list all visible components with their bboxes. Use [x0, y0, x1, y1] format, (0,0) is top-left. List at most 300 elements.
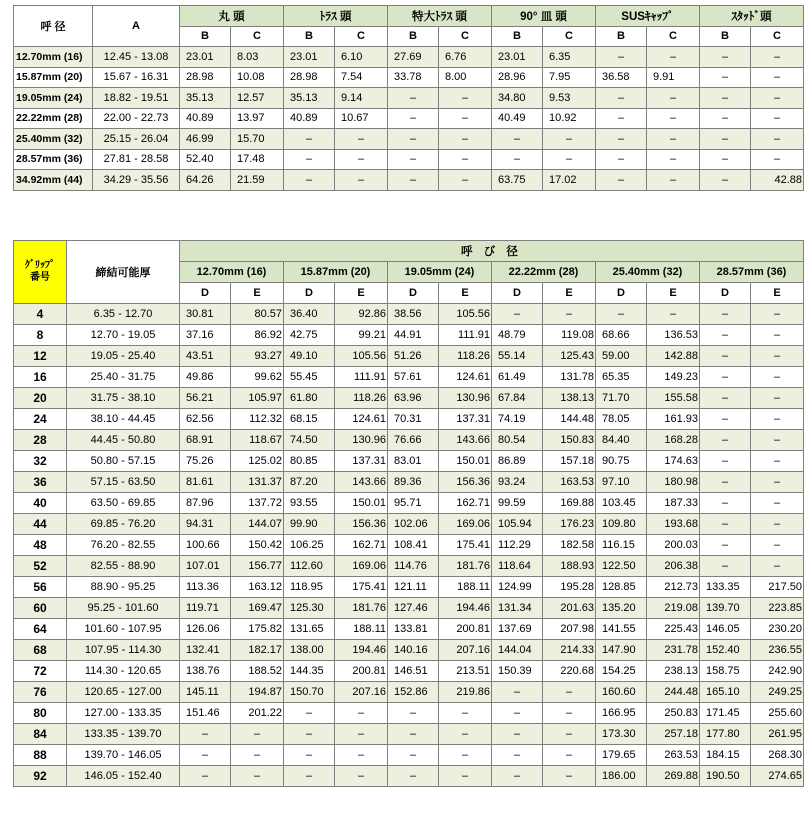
- value-cell: 49.10: [284, 346, 335, 367]
- value-cell: 150.42: [231, 535, 284, 556]
- e-column-header: E: [543, 283, 596, 304]
- value-cell: 125.43: [543, 346, 596, 367]
- value-cell: 132.41: [180, 640, 231, 661]
- b-column-header: B: [180, 26, 231, 47]
- value-cell: 200.81: [335, 661, 388, 682]
- value-cell: 99.59: [492, 493, 543, 514]
- empty-value-cell: –: [439, 766, 492, 787]
- empty-value-cell: –: [647, 88, 700, 109]
- size-column-header: 28.57mm (36): [700, 262, 804, 283]
- value-cell: 131.34: [492, 598, 543, 619]
- empty-value-cell: –: [647, 108, 700, 129]
- c-column-header: C: [231, 26, 284, 47]
- table-row: [14, 556, 804, 577]
- table-row: [14, 745, 804, 766]
- value-cell: 116.15: [596, 535, 647, 556]
- value-cell: 142.88: [647, 346, 700, 367]
- empty-value-cell: –: [335, 766, 388, 787]
- value-cell: 21.59: [231, 170, 284, 191]
- value-cell: 106.25: [284, 535, 335, 556]
- grip-range-table: [13, 240, 804, 787]
- e-column-header: E: [231, 283, 284, 304]
- empty-value-cell: –: [700, 47, 751, 68]
- grip-number-cell: 76: [14, 682, 67, 703]
- value-cell: 97.10: [596, 472, 647, 493]
- head-dimension-table: [13, 5, 804, 191]
- value-cell: 162.71: [439, 493, 492, 514]
- empty-value-cell: –: [751, 409, 804, 430]
- table-row: [14, 325, 804, 346]
- value-cell: 81.61: [180, 472, 231, 493]
- value-cell: 261.95: [751, 724, 804, 745]
- empty-value-cell: –: [439, 703, 492, 724]
- value-cell: 181.76: [439, 556, 492, 577]
- value-cell: 137.31: [439, 409, 492, 430]
- value-cell: 223.85: [751, 598, 804, 619]
- size-column-header: 15.87mm (20): [284, 262, 388, 283]
- value-cell: 152.86: [388, 682, 439, 703]
- empty-value-cell: –: [700, 67, 751, 88]
- empty-value-cell: –: [543, 304, 596, 325]
- empty-value-cell: –: [700, 451, 751, 472]
- value-cell: 156.36: [439, 472, 492, 493]
- value-cell: 174.63: [647, 451, 700, 472]
- value-cell: 207.98: [543, 619, 596, 640]
- value-cell: 176.23: [543, 514, 596, 535]
- value-cell: 143.66: [439, 430, 492, 451]
- value-cell: 43.51: [180, 346, 231, 367]
- empty-value-cell: –: [284, 149, 335, 170]
- head-dimension-rows: [14, 47, 804, 191]
- value-cell: 137.72: [231, 493, 284, 514]
- table-row: [14, 367, 804, 388]
- value-cell: 130.96: [439, 388, 492, 409]
- grip-number-cell: 4: [14, 304, 67, 325]
- value-cell: 74.19: [492, 409, 543, 430]
- value-cell: 124.99: [492, 577, 543, 598]
- d-column-header: D: [284, 283, 335, 304]
- value-cell: 55.14: [492, 346, 543, 367]
- nominal-size-cell: 22.22mm (28): [14, 108, 93, 129]
- value-cell: 263.53: [647, 745, 700, 766]
- value-cell: 89.36: [388, 472, 439, 493]
- value-cell: 126.06: [180, 619, 231, 640]
- d-column-header: D: [492, 283, 543, 304]
- thickness-range-cell: 31.75 - 38.10: [67, 388, 180, 409]
- grip-number-cell: 40: [14, 493, 67, 514]
- empty-value-cell: –: [543, 149, 596, 170]
- value-cell: 143.66: [335, 472, 388, 493]
- value-cell: 10.08: [231, 67, 284, 88]
- value-cell: 138.13: [543, 388, 596, 409]
- value-cell: 193.68: [647, 514, 700, 535]
- thickness-range-cell: 38.10 - 44.45: [67, 409, 180, 430]
- empty-value-cell: –: [492, 682, 543, 703]
- table-row: [14, 430, 804, 451]
- value-cell: 121.11: [388, 577, 439, 598]
- value-cell: 177.80: [700, 724, 751, 745]
- table-row: [14, 535, 804, 556]
- empty-value-cell: –: [492, 745, 543, 766]
- value-cell: 201.63: [543, 598, 596, 619]
- empty-value-cell: –: [388, 766, 439, 787]
- thickness-range-cell: 139.70 - 146.05: [67, 745, 180, 766]
- value-cell: 99.62: [231, 367, 284, 388]
- c-column-header: C: [439, 26, 492, 47]
- value-cell: 125.30: [284, 598, 335, 619]
- value-cell: 63.96: [388, 388, 439, 409]
- value-cell: 8.00: [439, 67, 492, 88]
- empty-value-cell: –: [284, 745, 335, 766]
- value-cell: 230.20: [751, 619, 804, 640]
- value-cell: 84.40: [596, 430, 647, 451]
- empty-value-cell: –: [751, 556, 804, 577]
- grip-thickness-header: 締結可能厚: [67, 241, 180, 304]
- value-cell: 187.33: [647, 493, 700, 514]
- value-cell: 7.95: [543, 67, 596, 88]
- empty-value-cell: –: [700, 556, 751, 577]
- grip-range-rows: [14, 304, 804, 787]
- value-cell: 255.60: [751, 703, 804, 724]
- value-cell: 57.61: [388, 367, 439, 388]
- value-cell: 119.08: [543, 325, 596, 346]
- truss-head-header: ﾄﾗｽ 頭: [284, 6, 388, 27]
- empty-value-cell: –: [700, 367, 751, 388]
- a-range-cell: 12.45 - 13.08: [93, 47, 180, 68]
- stud-head-header: ｽﾀｯﾄﾞ頭: [700, 6, 804, 27]
- c-column-header: C: [751, 26, 804, 47]
- empty-value-cell: –: [543, 129, 596, 150]
- value-cell: 151.46: [180, 703, 231, 724]
- table-row: [14, 724, 804, 745]
- grip-number-cell: 80: [14, 703, 67, 724]
- value-cell: 182.58: [543, 535, 596, 556]
- value-cell: 75.26: [180, 451, 231, 472]
- value-cell: 107.01: [180, 556, 231, 577]
- empty-value-cell: –: [543, 745, 596, 766]
- value-cell: 150.83: [543, 430, 596, 451]
- empty-value-cell: –: [439, 149, 492, 170]
- empty-value-cell: –: [388, 88, 439, 109]
- size-column-header: 25.40mm (32): [596, 262, 700, 283]
- value-cell: 249.25: [751, 682, 804, 703]
- value-cell: 23.01: [180, 47, 231, 68]
- empty-value-cell: –: [439, 108, 492, 129]
- empty-value-cell: –: [751, 67, 804, 88]
- value-cell: 150.01: [439, 451, 492, 472]
- thickness-range-cell: 101.60 - 107.95: [67, 619, 180, 640]
- value-cell: 102.06: [388, 514, 439, 535]
- value-cell: 207.16: [439, 640, 492, 661]
- thickness-range-cell: 133.35 - 139.70: [67, 724, 180, 745]
- value-cell: 8.03: [231, 47, 284, 68]
- value-cell: 137.31: [335, 451, 388, 472]
- value-cell: 188.11: [335, 619, 388, 640]
- empty-value-cell: –: [700, 325, 751, 346]
- value-cell: 71.70: [596, 388, 647, 409]
- table-row: [14, 129, 804, 150]
- thickness-range-cell: 88.90 - 95.25: [67, 577, 180, 598]
- value-cell: 231.78: [647, 640, 700, 661]
- table-row: [14, 640, 804, 661]
- empty-value-cell: –: [751, 129, 804, 150]
- value-cell: 163.53: [543, 472, 596, 493]
- empty-value-cell: –: [596, 108, 647, 129]
- value-cell: 133.81: [388, 619, 439, 640]
- value-cell: 188.52: [231, 661, 284, 682]
- table-row: [14, 451, 804, 472]
- value-cell: 86.92: [231, 325, 284, 346]
- value-cell: 188.11: [439, 577, 492, 598]
- empty-value-cell: –: [596, 88, 647, 109]
- empty-value-cell: –: [492, 304, 543, 325]
- empty-value-cell: –: [751, 514, 804, 535]
- table-row: [14, 149, 804, 170]
- thickness-range-cell: 63.50 - 69.85: [67, 493, 180, 514]
- thickness-range-cell: 76.20 - 82.55: [67, 535, 180, 556]
- value-cell: 112.29: [492, 535, 543, 556]
- empty-value-cell: –: [180, 766, 231, 787]
- value-cell: 186.00: [596, 766, 647, 787]
- empty-value-cell: –: [284, 703, 335, 724]
- empty-value-cell: –: [596, 149, 647, 170]
- value-cell: 95.71: [388, 493, 439, 514]
- a-range-cell: 15.67 - 16.31: [93, 67, 180, 88]
- value-cell: 44.91: [388, 325, 439, 346]
- value-cell: 181.76: [335, 598, 388, 619]
- value-cell: 10.67: [335, 108, 388, 129]
- empty-value-cell: –: [231, 745, 284, 766]
- empty-value-cell: –: [751, 304, 804, 325]
- empty-value-cell: –: [492, 129, 543, 150]
- value-cell: 175.82: [231, 619, 284, 640]
- value-cell: 213.51: [439, 661, 492, 682]
- empty-value-cell: –: [335, 149, 388, 170]
- value-cell: 78.05: [596, 409, 647, 430]
- value-cell: 64.26: [180, 170, 231, 191]
- table-row: [14, 67, 804, 88]
- table-row: [14, 388, 804, 409]
- value-cell: 63.75: [492, 170, 543, 191]
- c-column-header: C: [335, 26, 388, 47]
- value-cell: 9.91: [647, 67, 700, 88]
- value-cell: 190.50: [700, 766, 751, 787]
- value-cell: 111.91: [335, 367, 388, 388]
- empty-value-cell: –: [231, 766, 284, 787]
- empty-value-cell: –: [700, 472, 751, 493]
- value-cell: 62.56: [180, 409, 231, 430]
- empty-value-cell: –: [700, 430, 751, 451]
- value-cell: 124.61: [439, 367, 492, 388]
- empty-value-cell: –: [751, 388, 804, 409]
- value-cell: 133.35: [700, 577, 751, 598]
- empty-value-cell: –: [180, 724, 231, 745]
- value-cell: 160.60: [596, 682, 647, 703]
- empty-value-cell: –: [700, 149, 751, 170]
- value-cell: 158.75: [700, 661, 751, 682]
- empty-value-cell: –: [543, 766, 596, 787]
- value-cell: 23.01: [492, 47, 543, 68]
- empty-value-cell: –: [700, 388, 751, 409]
- value-cell: 111.91: [439, 325, 492, 346]
- value-cell: 99.21: [335, 325, 388, 346]
- value-cell: 118.95: [284, 577, 335, 598]
- empty-value-cell: –: [543, 682, 596, 703]
- value-cell: 146.05: [700, 619, 751, 640]
- empty-value-cell: –: [751, 472, 804, 493]
- value-cell: 156.36: [335, 514, 388, 535]
- value-cell: 30.81: [180, 304, 231, 325]
- empty-value-cell: –: [388, 108, 439, 129]
- value-cell: 166.95: [596, 703, 647, 724]
- value-cell: 274.65: [751, 766, 804, 787]
- grip-number-cell: 16: [14, 367, 67, 388]
- value-cell: 180.98: [647, 472, 700, 493]
- value-cell: 139.70: [700, 598, 751, 619]
- value-cell: 86.89: [492, 451, 543, 472]
- value-cell: 118.26: [335, 388, 388, 409]
- value-cell: 42.75: [284, 325, 335, 346]
- value-cell: 27.69: [388, 47, 439, 68]
- value-cell: 154.25: [596, 661, 647, 682]
- value-cell: 200.03: [647, 535, 700, 556]
- empty-value-cell: –: [439, 724, 492, 745]
- value-cell: 23.01: [284, 47, 335, 68]
- e-column-header: E: [751, 283, 804, 304]
- empty-value-cell: –: [700, 129, 751, 150]
- value-cell: 6.35: [543, 47, 596, 68]
- value-cell: 35.13: [180, 88, 231, 109]
- value-cell: 146.51: [388, 661, 439, 682]
- sus-cap-header: SUSｷｬｯﾌﾟ: [596, 6, 700, 27]
- empty-value-cell: –: [335, 170, 388, 191]
- c-column-header: C: [647, 26, 700, 47]
- empty-value-cell: –: [492, 149, 543, 170]
- value-cell: 112.60: [284, 556, 335, 577]
- value-cell: 12.57: [231, 88, 284, 109]
- empty-value-cell: –: [751, 108, 804, 129]
- value-cell: 9.14: [335, 88, 388, 109]
- value-cell: 220.68: [543, 661, 596, 682]
- value-cell: 113.36: [180, 577, 231, 598]
- value-cell: 140.16: [388, 640, 439, 661]
- size-column-header: 19.05mm (24): [388, 262, 492, 283]
- empty-value-cell: –: [284, 129, 335, 150]
- e-column-header: E: [335, 283, 388, 304]
- e-column-header: E: [439, 283, 492, 304]
- empty-value-cell: –: [596, 170, 647, 191]
- grip-number-cell: 8: [14, 325, 67, 346]
- empty-value-cell: –: [751, 346, 804, 367]
- value-cell: 118.26: [439, 346, 492, 367]
- empty-value-cell: –: [700, 108, 751, 129]
- countersunk-head-header: 90° 皿 頭: [492, 6, 596, 27]
- nominal-size-cell: 25.40mm (32): [14, 129, 93, 150]
- b-column-header: B: [596, 26, 647, 47]
- thickness-range-cell: 50.80 - 57.15: [67, 451, 180, 472]
- value-cell: 147.90: [596, 640, 647, 661]
- value-cell: 28.98: [284, 67, 335, 88]
- value-cell: 34.80: [492, 88, 543, 109]
- value-cell: 46.99: [180, 129, 231, 150]
- thickness-range-cell: 69.85 - 76.20: [67, 514, 180, 535]
- value-cell: 67.84: [492, 388, 543, 409]
- nominal-size-cell: 34.92mm (44): [14, 170, 93, 191]
- value-cell: 99.90: [284, 514, 335, 535]
- empty-value-cell: –: [335, 724, 388, 745]
- value-cell: 17.48: [231, 149, 284, 170]
- value-cell: 10.92: [543, 108, 596, 129]
- value-cell: 201.22: [231, 703, 284, 724]
- nominal-diameter-group-header: 呼 び 径: [180, 241, 804, 262]
- grip-number-cell: 60: [14, 598, 67, 619]
- value-cell: 65.35: [596, 367, 647, 388]
- value-cell: 206.38: [647, 556, 700, 577]
- empty-value-cell: –: [647, 47, 700, 68]
- table-row: [14, 703, 804, 724]
- value-cell: 7.54: [335, 67, 388, 88]
- value-cell: 152.40: [700, 640, 751, 661]
- value-cell: 194.46: [439, 598, 492, 619]
- thickness-range-cell: 19.05 - 25.40: [67, 346, 180, 367]
- empty-value-cell: –: [751, 149, 804, 170]
- empty-value-cell: –: [335, 745, 388, 766]
- value-cell: 114.76: [388, 556, 439, 577]
- value-cell: 90.75: [596, 451, 647, 472]
- empty-value-cell: –: [492, 724, 543, 745]
- value-cell: 124.61: [335, 409, 388, 430]
- value-cell: 155.58: [647, 388, 700, 409]
- nominal-diameter-header: 呼 径: [14, 6, 93, 47]
- grip-number-cell: 56: [14, 577, 67, 598]
- value-cell: 6.10: [335, 47, 388, 68]
- value-cell: 144.04: [492, 640, 543, 661]
- value-cell: 257.18: [647, 724, 700, 745]
- table-row: [14, 598, 804, 619]
- value-cell: 173.30: [596, 724, 647, 745]
- value-cell: 119.71: [180, 598, 231, 619]
- value-cell: 9.53: [543, 88, 596, 109]
- value-cell: 188.93: [543, 556, 596, 577]
- a-dimension-header: A: [93, 6, 180, 47]
- value-cell: 182.17: [231, 640, 284, 661]
- value-cell: 217.50: [751, 577, 804, 598]
- grip-number-cell: 32: [14, 451, 67, 472]
- value-cell: 68.15: [284, 409, 335, 430]
- value-cell: 87.20: [284, 472, 335, 493]
- empty-value-cell: –: [388, 703, 439, 724]
- value-cell: 169.47: [231, 598, 284, 619]
- value-cell: 51.26: [388, 346, 439, 367]
- value-cell: 68.91: [180, 430, 231, 451]
- empty-value-cell: –: [439, 745, 492, 766]
- value-cell: 195.28: [543, 577, 596, 598]
- value-cell: 212.73: [647, 577, 700, 598]
- empty-value-cell: –: [543, 703, 596, 724]
- value-cell: 150.70: [284, 682, 335, 703]
- table-row: [14, 766, 804, 787]
- empty-value-cell: –: [647, 304, 700, 325]
- large-truss-head-header: 特大ﾄﾗｽ 頭: [388, 6, 492, 27]
- value-cell: 76.66: [388, 430, 439, 451]
- value-cell: 141.55: [596, 619, 647, 640]
- thickness-range-cell: 44.45 - 50.80: [67, 430, 180, 451]
- value-cell: 42.88: [751, 170, 804, 191]
- value-cell: 37.16: [180, 325, 231, 346]
- table-row: [14, 493, 804, 514]
- empty-value-cell: –: [700, 170, 751, 191]
- value-cell: 138.00: [284, 640, 335, 661]
